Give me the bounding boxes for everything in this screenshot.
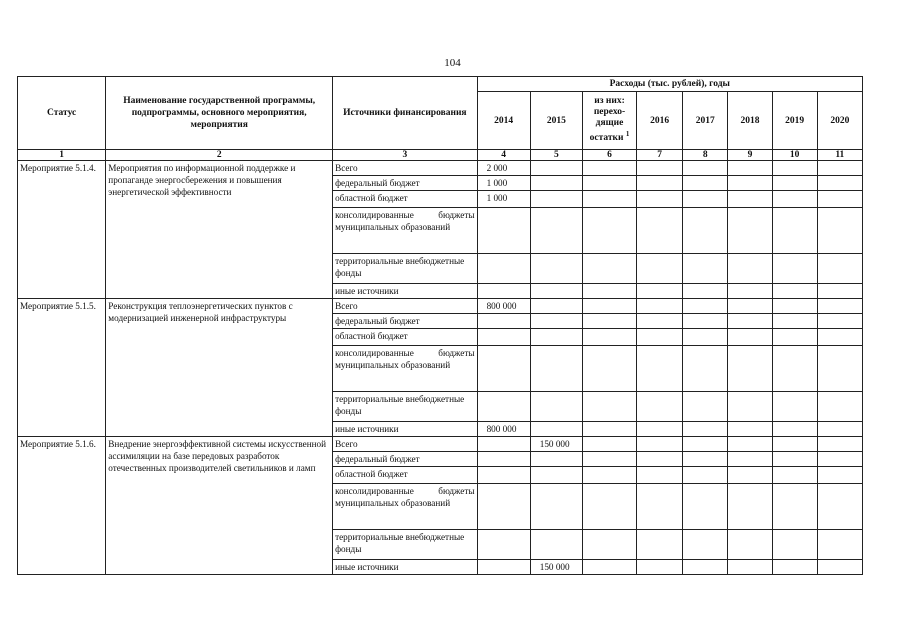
measure-status: Мероприятие 5.1.4. [18,161,106,299]
empty-cell [772,299,817,314]
empty-cell [683,314,728,329]
table-row [18,299,863,314]
column-number: 6 [582,150,636,161]
column-number-row [18,150,863,161]
page-number: 104 [444,57,461,69]
empty-cell [637,299,683,314]
empty-cell [637,437,683,452]
funding-source: федеральный бюджет [333,452,477,467]
measure-name: Внедрение энергоэффективной системы искусственной ассимиляции на базе передовых разработок отечественных производителей светильников и ламп [106,437,333,575]
empty-cell [817,530,862,560]
funding-source: федеральный бюджет [333,176,477,191]
value-2014 [477,437,530,452]
empty-cell [683,467,728,484]
empty-cell [817,437,862,452]
funding-source: Всего [333,437,477,452]
value-2015 [530,484,582,530]
column-number: 7 [637,150,683,161]
empty-cell [817,191,862,208]
value-2014 [477,329,530,346]
empty-cell [582,467,636,484]
funding-table [17,76,863,575]
header-year-2020: 2020 [817,92,862,150]
value-2015 [530,161,582,176]
value-2014: 2 000 [477,161,530,176]
empty-cell [683,176,728,191]
column-number: 10 [772,150,817,161]
empty-cell [683,284,728,299]
empty-cell [582,530,636,560]
funding-source: Всего [333,299,477,314]
header-transitional-last-line [585,129,634,144]
measure-status: Мероприятие 5.1.6. [18,437,106,575]
funding-source: территориальные внебюджетные фонды [333,254,477,284]
value-2015 [530,346,582,392]
empty-cell [772,284,817,299]
header-name: Наименование государственной программы, подпрограммы, основного мероприятия, мероприятия [106,77,333,150]
empty-cell [582,176,636,191]
column-number: 8 [683,150,728,161]
empty-cell [728,254,772,284]
empty-cell [817,467,862,484]
table-row [18,161,863,176]
empty-cell [772,467,817,484]
empty-cell [728,191,772,208]
table-header [18,77,863,161]
value-2014: 1 000 [477,191,530,208]
empty-cell [637,314,683,329]
funding-source: территориальные внебюджетные фонды [333,392,477,422]
empty-cell [772,161,817,176]
value-2015 [530,208,582,254]
empty-cell [817,254,862,284]
empty-cell [817,208,862,254]
empty-cell [728,346,772,392]
empty-cell [817,284,862,299]
value-2015 [530,176,582,191]
empty-cell [637,191,683,208]
empty-cell [728,452,772,467]
header-year-2018: 2018 [728,92,772,150]
header-year-2015: 2015 [530,92,582,150]
value-2014 [477,284,530,299]
empty-cell [728,299,772,314]
empty-cell [683,346,728,392]
column-number: 9 [728,150,772,161]
empty-cell [683,560,728,575]
header-transitional-body: перехо-дящие [593,107,626,129]
funding-source: иные источники [333,284,477,299]
value-2015 [530,530,582,560]
empty-cell [637,346,683,392]
empty-cell [683,161,728,176]
empty-cell [637,530,683,560]
empty-cell [582,329,636,346]
empty-cell [637,329,683,346]
value-2015 [530,392,582,422]
funding-source: консолидированные бюджеты муниципальных образований [333,484,477,530]
header-year-2017: 2017 [683,92,728,150]
empty-cell [582,191,636,208]
column-number: 2 [106,150,333,161]
value-2015 [530,299,582,314]
empty-cell [817,329,862,346]
empty-cell [582,284,636,299]
empty-cell [582,422,636,437]
empty-cell [582,560,636,575]
value-2015 [530,254,582,284]
value-2015: 150 000 [530,437,582,452]
empty-cell [728,329,772,346]
header-transitional-title: из них: [594,96,625,107]
empty-cell [683,484,728,530]
empty-cell [728,422,772,437]
empty-cell [582,299,636,314]
value-2014 [477,346,530,392]
empty-cell [772,484,817,530]
empty-cell [728,484,772,530]
value-2014 [477,560,530,575]
funding-source: иные источники [333,560,477,575]
value-2015 [530,452,582,467]
empty-cell [683,422,728,437]
header-transitional-footnote: 1 [625,130,630,139]
funding-source: Всего [333,161,477,176]
measure-name: Мероприятия по информационной поддержке и пропаганде энергосбережения и повышения энергетической эффективности [106,161,333,299]
value-2014: 800 000 [477,422,530,437]
empty-cell [637,467,683,484]
funding-source: консолидированные бюджеты муниципальных образований [333,208,477,254]
empty-cell [582,254,636,284]
funding-source: консолидированные бюджеты муниципальных образований [333,346,477,392]
empty-cell [582,392,636,422]
table-body [18,161,863,575]
empty-cell [683,329,728,346]
empty-cell [772,452,817,467]
empty-cell [817,560,862,575]
empty-cell [817,346,862,392]
empty-cell [772,329,817,346]
empty-cell [582,161,636,176]
empty-cell [637,484,683,530]
value-2014 [477,530,530,560]
empty-cell [683,208,728,254]
header-year-2014: 2014 [477,92,530,150]
empty-cell [582,452,636,467]
empty-cell [772,530,817,560]
empty-cell [817,299,862,314]
empty-cell [728,530,772,560]
value-2015 [530,314,582,329]
empty-cell [772,254,817,284]
header-year-2016: 2016 [637,92,683,150]
value-2015 [530,329,582,346]
empty-cell [817,161,862,176]
value-2015 [530,422,582,437]
empty-cell [772,437,817,452]
empty-cell [683,392,728,422]
empty-cell [772,392,817,422]
empty-cell [637,161,683,176]
empty-cell [772,422,817,437]
empty-cell [728,161,772,176]
empty-cell [817,392,862,422]
empty-cell [637,208,683,254]
empty-cell [817,314,862,329]
empty-cell [817,452,862,467]
value-2015 [530,467,582,484]
value-2015: 150 000 [530,560,582,575]
funding-source: иные источники [333,422,477,437]
empty-cell [582,314,636,329]
empty-cell [728,176,772,191]
empty-cell [637,176,683,191]
value-2014 [477,452,530,467]
value-2014 [477,208,530,254]
header-sources: Источники финансирования [333,77,477,150]
value-2014 [477,254,530,284]
empty-cell [817,176,862,191]
table-row [18,437,863,452]
column-number: 3 [333,150,477,161]
funding-source: областной бюджет [333,191,477,208]
empty-cell [728,467,772,484]
empty-cell [728,284,772,299]
empty-cell [772,191,817,208]
empty-cell [772,560,817,575]
value-2014 [477,484,530,530]
funding-source: областной бюджет [333,329,477,346]
header-transitional-last: остатки [589,133,624,144]
empty-cell [728,208,772,254]
empty-cell [728,437,772,452]
empty-cell [637,284,683,299]
header-expenses: Расходы (тыс. рублей), годы [477,77,862,92]
empty-cell [637,560,683,575]
empty-cell [683,191,728,208]
funding-source: федеральный бюджет [333,314,477,329]
header-transitional [582,92,636,150]
column-number: 11 [817,150,862,161]
empty-cell [817,484,862,530]
value-2015 [530,284,582,299]
header-status: Статус [18,77,106,150]
measure-name: Реконструкция теплоэнергетических пунктов с модернизацией инженерной инфраструктуры [106,299,333,437]
value-2014: 800 000 [477,299,530,314]
column-number: 1 [18,150,106,161]
column-number: 5 [530,150,582,161]
empty-cell [582,437,636,452]
empty-cell [637,422,683,437]
empty-cell [728,314,772,329]
column-number: 4 [477,150,530,161]
empty-cell [683,254,728,284]
funding-source: территориальные внебюджетные фонды [333,530,477,560]
empty-cell [728,560,772,575]
empty-cell [582,484,636,530]
value-2015 [530,191,582,208]
empty-cell [728,392,772,422]
empty-cell [683,452,728,467]
empty-cell [582,346,636,392]
value-2014 [477,392,530,422]
empty-cell [637,392,683,422]
empty-cell [772,176,817,191]
empty-cell [683,437,728,452]
header-year-2019: 2019 [772,92,817,150]
funding-source: областной бюджет [333,467,477,484]
empty-cell [772,208,817,254]
empty-cell [772,314,817,329]
empty-cell [637,254,683,284]
empty-cell [817,422,862,437]
value-2014: 1 000 [477,176,530,191]
empty-cell [772,346,817,392]
empty-cell [683,299,728,314]
empty-cell [582,208,636,254]
empty-cell [637,452,683,467]
measure-status: Мероприятие 5.1.5. [18,299,106,437]
value-2014 [477,314,530,329]
empty-cell [683,530,728,560]
value-2014 [477,467,530,484]
